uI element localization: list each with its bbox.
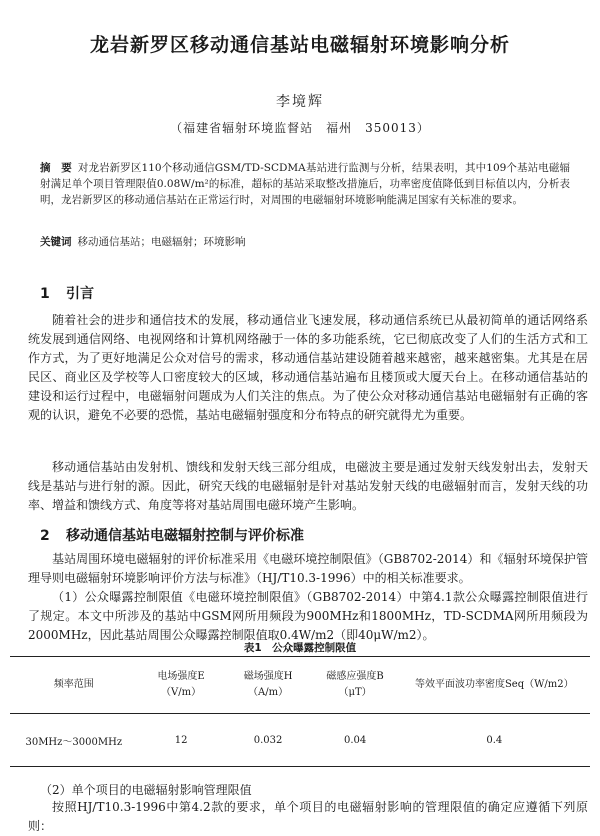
paragraph: 基站周围环境电磁辐射的评价标准采用《电磁环境控制限值》（GB8702-2014）和《辐射环境保护管理导则电磁辐射环境影响评价方法与标准》（HJ/T10.3-1996）中的相关标准要求。 bbox=[28, 552, 588, 585]
paper-title: 龙岩新罗区移动通信基站电磁辐射环境影响分析 bbox=[89, 34, 510, 56]
table-cell: 0.4 bbox=[486, 734, 503, 746]
abstract-label: 摘 要 bbox=[40, 162, 72, 174]
section-title: 引言 bbox=[66, 286, 94, 302]
section-title: 移动通信基站电磁辐射控制与评价标准 bbox=[66, 528, 304, 544]
subsection-item: （2）单个项目的电磁辐射影响管理限值 bbox=[40, 783, 252, 797]
paragraph: 随着社会的进步和通信技术的发展，移动通信业飞速发展，移动通信系统已从最初简单的通话网络系统发展到通信网络、电视网络和计算机网络融于一体的多功能系统，它已彻底改变了人们的生活方式和工作方式，为了更好地满足公众对信号的需求，移动通信基站建设随着越来越密，越来越密集。尤其是在居民区、商业区及学校等人口密度较大的区域，移动通信基站遍布且楼顶或大厦天台上。在移动通信基站的建设和运行过程中，电磁辐射问题成为人们关注的焦点。为了使公众对移动通信基站电磁辐射有正确的客观的认识，避免不必要的恐慌，基站电磁辐射强度和分布特点的研究就得尤为重要。 bbox=[28, 313, 588, 422]
abstract bbox=[40, 160, 570, 208]
author-name: 李境辉 bbox=[276, 94, 324, 110]
table-header-cell: 等效平面波功率密度Seq（W/m2） bbox=[414, 679, 574, 690]
table-header-cell: 电场强度E （V/m） bbox=[157, 671, 205, 698]
section-number: 1 bbox=[40, 286, 50, 302]
limits-table bbox=[10, 656, 590, 767]
section-number: 2 bbox=[40, 528, 50, 544]
table-caption: 表1 公众曝露控制限值 bbox=[243, 642, 357, 654]
abstract-text: 对龙岩新罗区110个移动通信GSM/TD-SCDMA基站进行监测与分析，结果表明，其中109个基站电磁辐射满足单个项目管理限值0.08W/m²的标准，超标的基站采取整改措施后，功率密度值降低到目标值以内，分析表明，龙岩新罗区的移动通信基站在正常运行时，对周围的电磁辐射环境影响能满足国家有关标准的要求。 bbox=[40, 162, 570, 206]
paragraph: 移动通信基站由发射机、馈线和发射天线三部分组成，电磁波主要是通过发射天线发射出去，发射天线是基站与进行射的源。因此，研究天线的电磁辐射是针对基站发射天线的电磁辐射而言，发射天线的功率、增益和馈线方式、角度等将对基站周围电磁环境产生影响。 bbox=[28, 460, 588, 512]
table-cell: 0.032 bbox=[253, 734, 283, 746]
table-cell: 12 bbox=[174, 734, 188, 746]
table-header-cell: 磁感应强度B （μT） bbox=[326, 671, 384, 698]
table-header-cell: 磁场强度H （A/m） bbox=[243, 671, 293, 698]
keywords bbox=[40, 234, 570, 250]
section-heading-2 bbox=[40, 525, 304, 545]
keywords-label: 关键词 bbox=[40, 236, 72, 248]
table-row bbox=[10, 714, 590, 767]
section-heading-1 bbox=[40, 283, 94, 303]
keywords-text: 移动通信基站；电磁辐射；环境影响 bbox=[77, 236, 246, 248]
table-cell: 0.04 bbox=[343, 734, 367, 746]
paragraph: 按照HJ/T10.3-1996中第4.2款的要求，单个项目的电磁辐射影响的管理限值的确定应遵循下列原则： bbox=[28, 800, 588, 833]
table-cell: 30MHz～3000MHz bbox=[25, 736, 123, 748]
table-header-row bbox=[10, 657, 590, 714]
author-affiliation: （福建省辐射环境监督站 福州 350013） bbox=[170, 121, 430, 135]
table-header-cell: 频率范围 bbox=[53, 679, 94, 690]
paragraph: （1）公众曝露控制限值《电磁环境控制限值》（GB8702-2014）中第4.1款公众曝露控制限值进行了规定。本文中所涉及的基站中GSM网所用频段为900MHz和1800MHz，TD-SCDMA网所用频段为2000MHz，因此基站周围公众曝露控制限值取0.4W/m2（即40μW/m2）。 bbox=[28, 590, 588, 642]
